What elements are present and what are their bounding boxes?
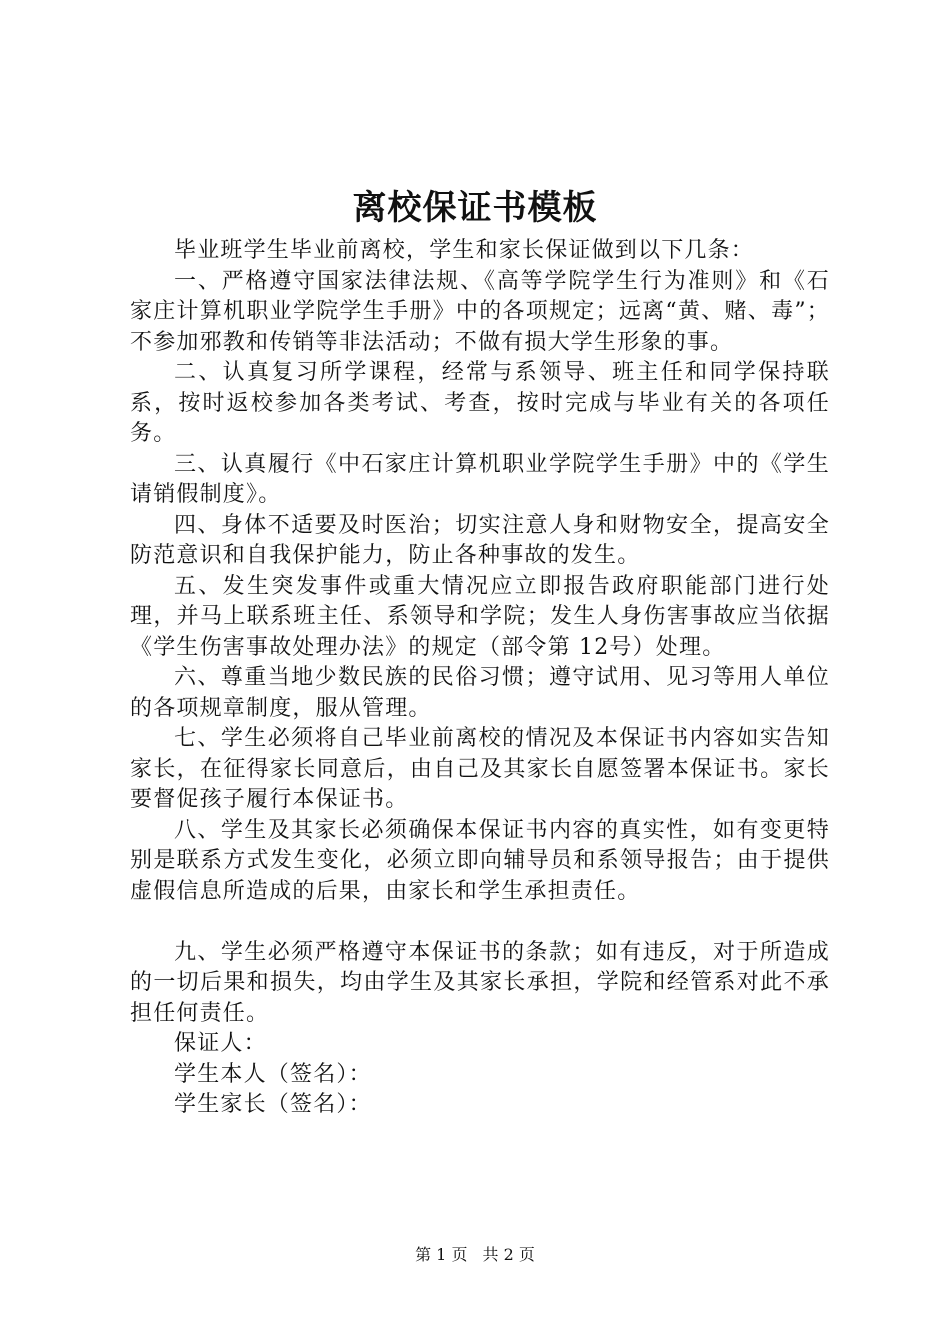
page-number: 第 1 页 <box>415 1245 468 1264</box>
clause-3: 三、认真履行《中石家庄计算机职业学院学生手册》中的《学生请销假制度》。 <box>130 451 830 507</box>
clause-8: 八、学生及其家长必须确保本保证书内容的真实性，如有变更特别是联系方式发生变化，必须立即向辅导员和系领导报告；由于提供虚假信息所造成的后果，由家长和学生承担责任。 <box>130 817 830 904</box>
clause-6: 六、尊重当地少数民族的民俗习惯；遵守试用、见习等用人单位的各项规章制度，服从管理。 <box>130 665 830 721</box>
clause-1: 一、严格遵守国家法律法规、《高等学院学生行为准则》和《石家庄计算机职业学院学生手册》中的各项规定；远离“黄、赌、毒”；不参加邪教和传销等非法活动；不做有损大学生形象的事。 <box>130 268 830 355</box>
page-footer <box>0 1244 950 1266</box>
clause-4: 四、身体不适要及时医治；切实注意人身和财物安全，提高安全防范意识和自我保护能力，防止各种事故的发生。 <box>130 512 830 568</box>
document-body <box>130 236 830 1121</box>
clause-2: 二、认真复习所学课程，经常与系领导、班主任和同学保持联系，按时返校参加各类考试、考查，按时完成与毕业有关的各项任务。 <box>130 360 830 446</box>
paragraph-gap <box>130 907 830 938</box>
parent-signature-line: 学生家长（签名）： <box>174 1092 372 1117</box>
student-signature-line: 学生本人（签名）： <box>174 1061 372 1087</box>
clause-5: 五、发生突发事件或重大情况应立即报告政府职能部门进行处理，并马上联系班主任、系领导和学院；发生人身伤害事故应当依据《学生伤害事故处理办法》的规定（部令第 12号）处理。 <box>130 573 830 660</box>
clause-9: 九、学生必须严格遵守本保证书的条款；如有违反，对于所造成的一切后果和损失，均由学生及其家长承担，学院和经管系对此不承担任何责任。 <box>130 939 830 1026</box>
guarantor-label: 保证人： <box>174 1031 267 1056</box>
document-title: 离校保证书模板 <box>352 188 598 228</box>
clause-7: 七、学生必须将自己毕业前离校的情况及本保证书内容如实告知家长，在征得家长同意后，由自己及其家长自愿签署本保证书。家长要督促孩子履行本保证书。 <box>130 726 830 812</box>
intro-paragraph: 毕业班学生毕业前离校，学生和家长保证做到以下几条： <box>174 238 755 263</box>
page-total: 共 2 页 <box>482 1245 535 1264</box>
